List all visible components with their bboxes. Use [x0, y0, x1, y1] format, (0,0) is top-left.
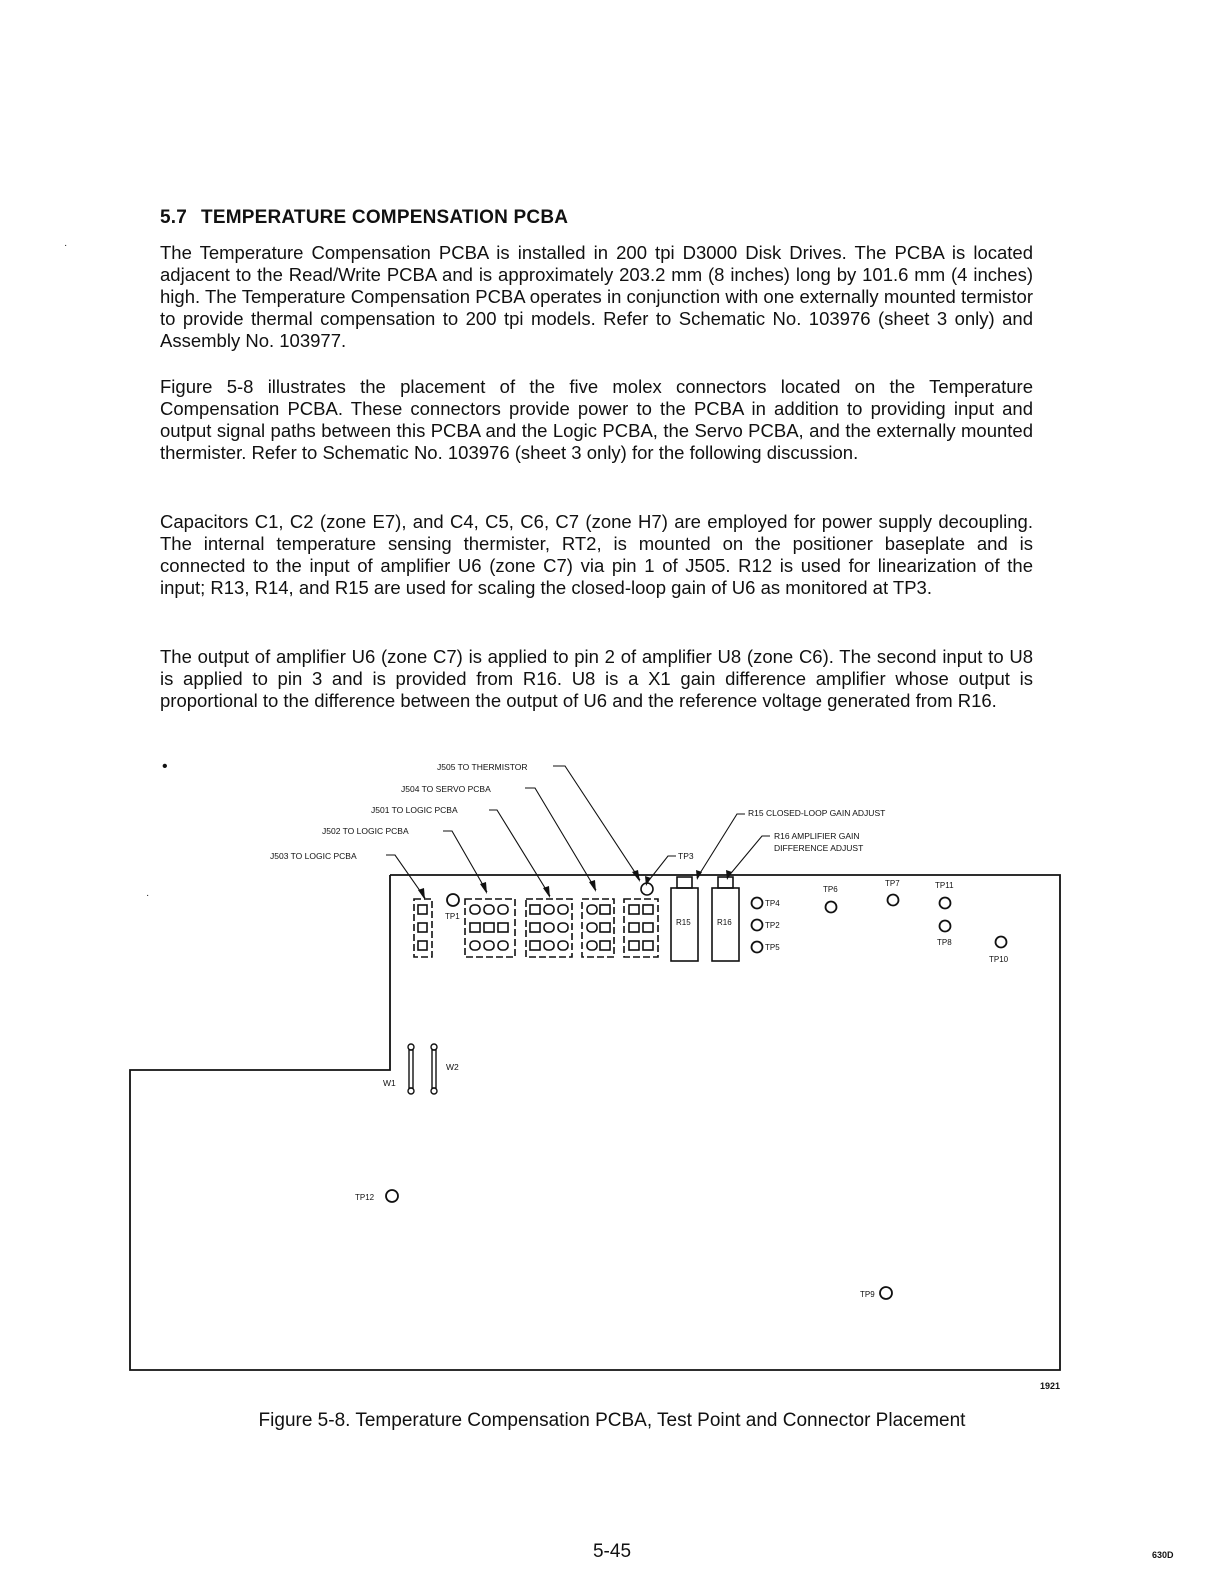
j503-callout: J503 TO LOGIC PCBA — [270, 851, 357, 861]
tp8-label: TP8 — [937, 938, 952, 947]
j502-callout: J502 TO LOGIC PCBA — [322, 826, 409, 836]
jumper-w1 — [408, 1044, 414, 1094]
tp10-label: TP10 — [989, 955, 1009, 964]
w1-label: W1 — [383, 1078, 396, 1088]
paragraph-amplifier: The output of amplifier U6 (zone C7) is applied to pin 2 of amplifier U8 (zone C6). The second input to U8 is applied to pin 3 and is provided from R16. U8 is a X1 gain difference amplifier whose output is proportional to the difference between the output of U6 and the reference voltage generated from R16. — [160, 646, 1033, 711]
figure-caption: Figure 5-8. Temperature Compensation PCBA, Test Point and Connector Placement — [258, 1410, 966, 1431]
tp10-marker — [996, 937, 1007, 948]
paragraph-connectors: Figure 5-8 illustrates the placement of the five molex connectors located on the Temperature Compensation PCBA. These connectors provide power to the PCBA in addition to providing input and output signal paths between this PCBA and the Logic PCBA, the Servo PCBA, and the externally mounted thermister. Refer to Schematic No. 103976 (sheet 3 only) for the following discussion. — [160, 376, 1033, 463]
tp11-marker — [940, 898, 951, 909]
test-point-markers — [386, 895, 1007, 1300]
r16-label: R16 — [717, 918, 732, 927]
document-code: 630D — [1152, 1550, 1174, 1560]
tp2-marker — [752, 920, 763, 931]
tp4-label: TP4 — [765, 899, 780, 908]
w2-label: W2 — [446, 1062, 459, 1072]
tp9-marker — [880, 1287, 892, 1299]
j501-callout: J501 TO LOGIC PCBA — [371, 805, 458, 815]
j504-callout: J504 TO SERVO PCBA — [401, 784, 491, 794]
tp7-marker — [888, 895, 899, 906]
connector-j502 — [465, 899, 515, 957]
tp9-label: TP9 — [860, 1290, 875, 1299]
tp12-marker — [386, 1190, 398, 1202]
stray-mark: • — [162, 758, 168, 775]
connector-j505 — [624, 883, 658, 957]
stray-mark: · — [64, 240, 68, 251]
connector-j501 — [526, 899, 572, 957]
connector-j504 — [582, 899, 614, 957]
tp2-label: TP2 — [765, 921, 780, 930]
tp1-label: TP1 — [445, 912, 460, 921]
tp3-callout: TP3 — [678, 851, 694, 861]
section-number: 5.7 — [160, 207, 188, 228]
r16-callout-line2: DIFFERENCE ADJUST — [774, 843, 864, 853]
tp12-label: TP12 — [355, 1193, 375, 1202]
r15-callout: R15 CLOSED-LOOP GAIN ADJUST — [748, 808, 886, 818]
tp11-label: TP11 — [935, 881, 954, 890]
jumper-w2 — [431, 1044, 437, 1094]
tp7-label: TP7 — [885, 879, 900, 888]
tp5-marker — [752, 942, 763, 953]
j505-callout: J505 TO THERMISTOR — [437, 762, 528, 772]
page-number: 5-45 — [592, 1541, 632, 1562]
tp6-label: TP6 — [823, 885, 838, 894]
section-title: TEMPERATURE COMPENSATION PCBA — [201, 207, 569, 228]
tp8-marker — [940, 921, 951, 932]
tp1-marker — [447, 894, 459, 906]
r16-callout-line1: R16 AMPLIFIER GAIN — [774, 831, 860, 841]
paragraph-capacitors: Capacitors C1, C2 (zone E7), and C4, C5, C6, C7 (zone H7) are employed for power supply decoupling. The internal temperature sensing thermister, RT2, is mounted on the positioner baseplate and is connected to the input of amplifier U6 (zone C7) via pin 1 of J505. R12 is used for linearization of the input; R13, R14, and R15 are used for scaling the closed-loop gain of U6 as monitored at TP3. — [160, 511, 1033, 598]
connector-j503 — [414, 899, 432, 957]
tp5-label: TP5 — [765, 943, 780, 952]
tp4-marker — [752, 898, 763, 909]
tp6-marker — [826, 902, 837, 913]
paragraph-intro: The Temperature Compensation PCBA is installed in 200 tpi D3000 Disk Drives. The PCBA is located adjacent to the Read/Write PCBA and is approximately 203.2 mm (8 inches) long by 101.6 mm (4 inches) high. The Temperature Compensation PCBA operates in conjunction with one externally mounted termistor to provide thermal compensation to 200 tpi models. Refer to Schematic No. 103976 (sheet 3 only) and Assembly No. 103977. — [160, 242, 1033, 351]
drawing-number: 1921 — [1040, 1381, 1061, 1391]
stray-mark: · — [146, 890, 150, 901]
r15-label: R15 — [676, 918, 691, 927]
